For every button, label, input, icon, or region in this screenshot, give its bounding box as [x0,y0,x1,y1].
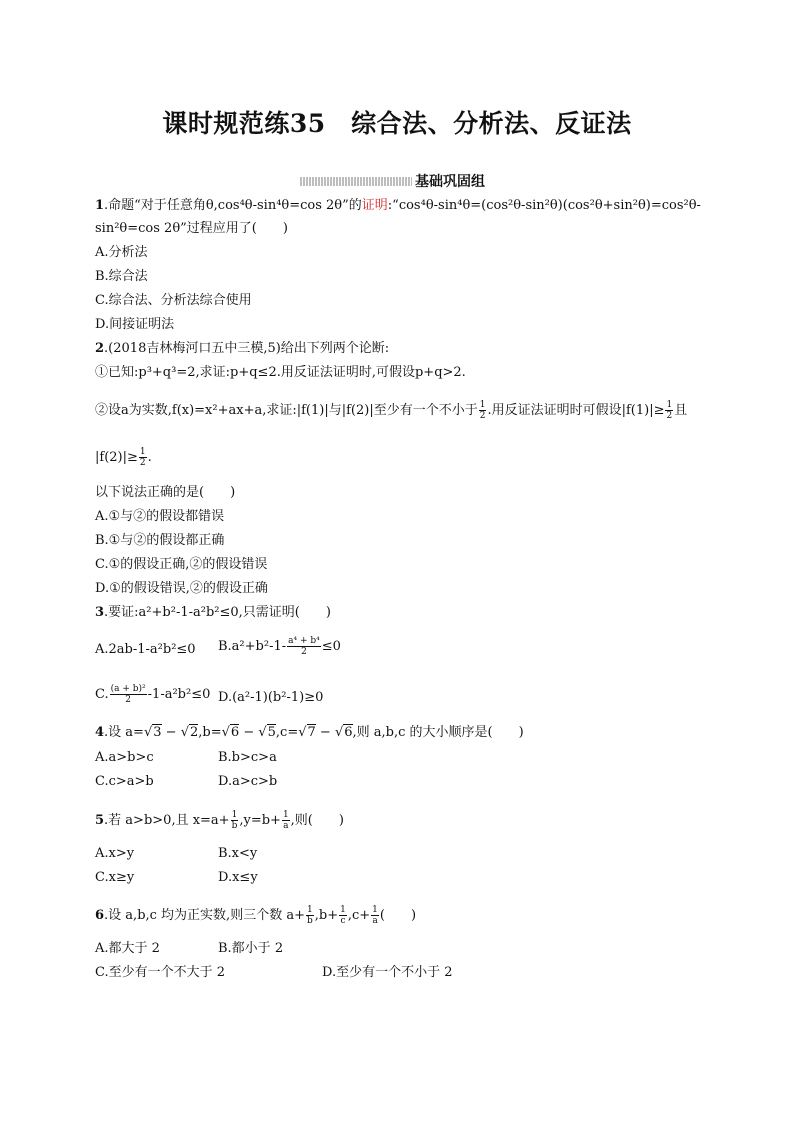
q3-option-b [218,636,341,657]
q5-number: 5 [95,813,105,828]
q3-option-b-fraction: $\frac{\text{a⁴ + b⁴}}{2}$ [288,636,320,657]
q5-option-a: A.x>y [95,846,135,861]
q2-claim-1: ①已知:p³+q³=2,求证:p+q≤2.用反证法证明时,可假设p+q>2. [95,365,466,380]
q2-period: . [147,450,152,465]
q1-option-d: D.间接证明法 [95,317,175,332]
q4-option-b: B.b>c>a [218,750,277,765]
q4-stem [95,725,524,741]
q4-radicand-1: 3 [153,725,162,740]
q1-stem-line1 [95,198,701,214]
q6-option-a: A.都大于 2 [95,941,160,956]
q4-text-4: − √ [239,725,267,740]
q3-option-c [95,684,210,705]
q3-option-c-fraction: $\frac{\text{(a + b)²}}{2}$ [110,684,146,705]
q4-text-5: ,c=√ [275,725,307,740]
q6-text-3: ,c+ [347,908,371,923]
q2-number: 2 [95,341,105,356]
q2-option-b: B.①与②的假设都正确 [95,533,225,548]
q6-number: 6 [95,908,105,923]
q2-claim-2-cont [95,447,152,468]
q4-text-7: ,则 a,b,c 的大小顺序是( ) [352,725,524,740]
q6-fraction-2: $\frac{1}{c}$ [340,905,346,926]
page-title: 课时规范练35 综合法、分析法、反证法 [162,109,632,138]
q4-radicand-2: 2 [189,725,199,740]
q6-fraction-3: $\frac{1}{a}$ [372,905,378,926]
q6-text-1: .设 a,b,c 均为正实数,则三个数 a+ [104,908,305,923]
q4-option-a: A.a>b>c [95,750,154,765]
q2-fraction-half-3: $\frac{1}{2}$ [139,447,146,468]
q4-text-6: − √ [315,725,344,740]
q1-text-b: :“cos⁴θ-sin⁴θ=(cos²θ-sin²θ)(cos²θ+sin²θ)=cos²θ- [387,198,701,213]
q5-stem [95,810,344,831]
q2-fraction-half-2: $\frac{1}{2}$ [666,400,673,421]
q6-fraction-1: $\frac{1}{b}$ [306,905,313,926]
q5-fraction-1: $\frac{1}{b}$ [231,810,238,831]
q2-option-a: A.①与②的假设都错误 [95,509,225,524]
q1-option-a: A.分析法 [95,245,148,260]
q4-text-1: .设 a=√ [104,725,153,740]
q6-text-4: ( ) [379,908,417,923]
q5-option-b: B.x<y [218,846,258,861]
q3-option-d: D.(a²-1)(b²-1)≥0 [218,690,324,705]
q2-claim-2-text-d: |f(2)|≥ [95,450,138,465]
q6-option-d: D.至少有一个不小于 2 [322,965,453,980]
q4-text-2: − √ [161,725,189,740]
q6-option-c: C.至少有一个不大于 2 [95,965,226,980]
q5-text-3: ,则( ) [290,813,344,828]
q2-claim-2 [95,400,687,421]
q4-option-d: D.a>c>b [218,774,278,789]
q5-option-c: C.x≥y [95,870,135,885]
q4-option-c: C.c>a>b [95,774,154,789]
q6-stem [95,905,416,926]
q1-highlight-proof: 证明 [361,198,388,213]
q4-radicand-4: 5 [267,725,276,740]
q2-claim-2-text-a: ②设a为实数,f(x)=x²+ax+a,求证:|f(1)|与|f(2)|至少有一个不小于 [95,403,478,418]
q4-number: 4 [95,725,105,740]
q2-fraction-half-1: $\frac{1}{2}$ [479,400,486,421]
q4-radicand-6: 6 [344,725,353,740]
q3-stem [95,605,331,621]
q5-option-d: D.x≤y [218,870,258,885]
q2-option-d: D.①的假设错误,②的假设正确 [95,581,268,596]
q3-option-c-text-b: -1-a²b²≤0 [147,687,211,702]
q3-number: 3 [95,605,105,620]
q3-option-c-text-a: C. [95,687,109,702]
q2-stem-line1 [95,341,389,357]
section-bar-decoration [300,177,412,186]
section-header [300,172,485,190]
q3-option-b-text-b: ≤0 [321,639,341,654]
q4-text-3: ,b=√ [198,725,230,740]
q3-text: .要证:a²+b²-1-a²b²≤0,只需证明( ) [104,605,331,620]
q2-option-c: C.①的假设正确,②的假设错误 [95,557,268,572]
q5-fraction-2: $\frac{1}{a}$ [282,810,289,831]
q1-number: 1 [95,198,105,213]
q1-option-b: B.综合法 [95,269,148,284]
q3-option-b-text-a: B.a²+b²-1- [218,639,287,654]
q4-radicand-5: 7 [307,725,316,740]
q1-stem-line2: sin²θ=cos 2θ”过程应用了( ) [95,221,288,236]
q2-question: 以下说法正确的是( ) [95,485,236,500]
section-label: 基础巩固组 [415,174,485,190]
q2-claim-2-text-b: .用反证法证明时可假设|f(1)|≥ [487,403,665,418]
q6-option-b: B.都小于 2 [218,941,284,956]
q2-claim-2-text-c: 且 [674,403,688,418]
q3-option-a: A.2ab-1-a²b²≤0 [95,642,196,657]
q4-radicand-3: 6 [230,725,240,740]
q1-option-c: C.综合法、分析法综合使用 [95,293,252,308]
q1-text-a: .命题“对于任意角θ,cos⁴θ-sin⁴θ=cos 2θ”的 [104,198,362,213]
q5-text-1: .若 a>b>0,且 x=a+ [104,813,230,828]
q2-text: .(2018吉林梅河口五中三模,5)给出下列两个论断: [104,341,390,356]
q6-text-2: ,b+ [314,908,339,923]
q5-text-2: ,y=b+ [239,813,281,828]
